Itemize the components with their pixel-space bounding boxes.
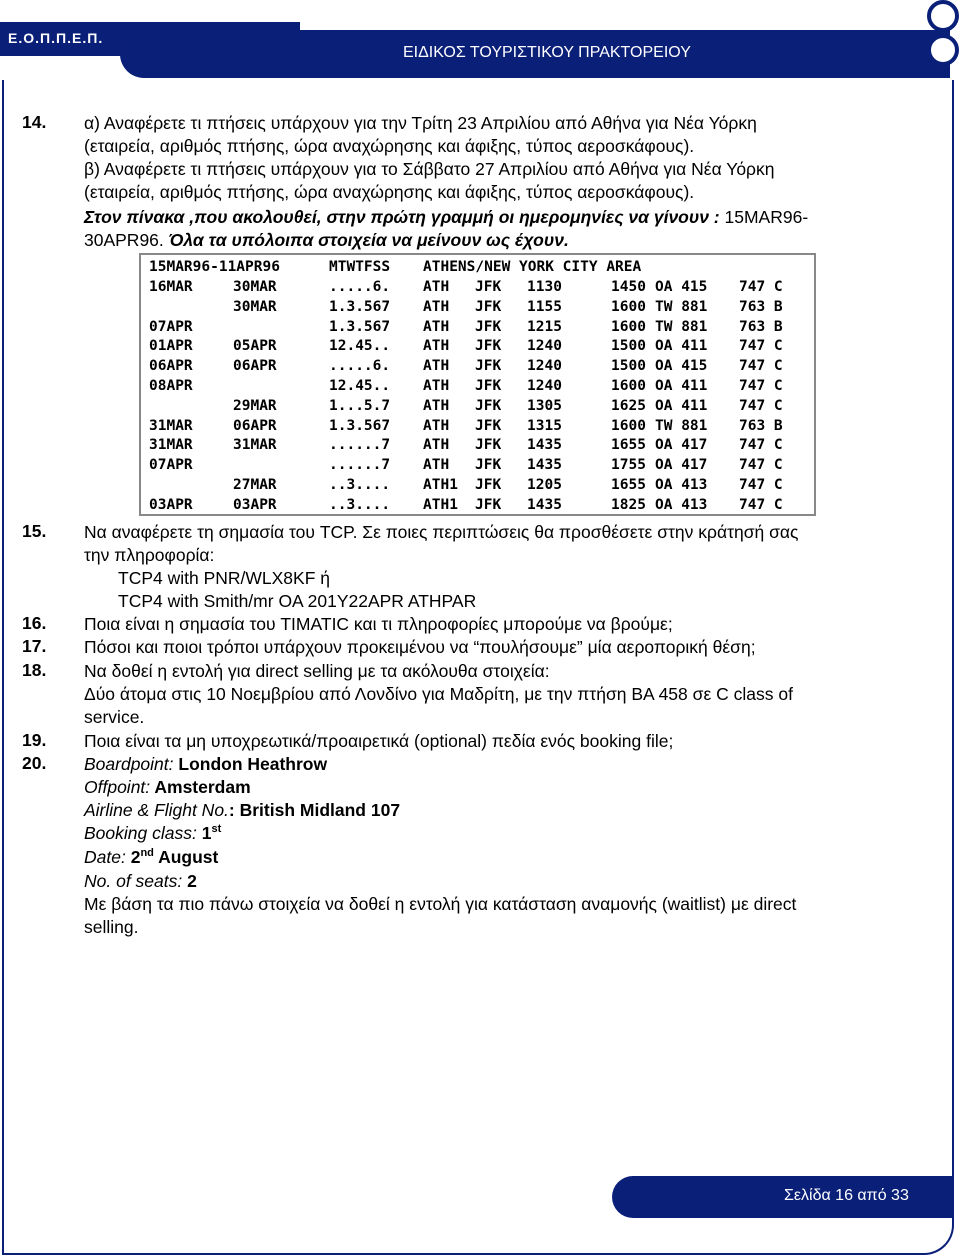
timetable-cell: ATH	[423, 457, 450, 474]
timetable-cell: JFK	[475, 457, 502, 474]
q20-boardpoint	[84, 753, 327, 776]
timetable-cell: 06APR	[233, 358, 277, 375]
timetable-cell: 1825	[611, 496, 646, 513]
timetable-cell: 747 C	[739, 457, 783, 474]
timetable-header-cell: 15MAR96-11APR96	[149, 259, 280, 275]
header-ornament	[927, 0, 959, 32]
timetable-cell: 07APR	[149, 457, 193, 474]
timetable-cell: 03APR	[233, 496, 277, 513]
q20-class-label: Booking class:	[84, 823, 197, 843]
timetable-cell: ATH	[423, 378, 450, 394]
timetable-cell: 1.3.567	[329, 298, 391, 315]
q14-b-line2: (εταιρεία, αριθμός πτήσης, ώρα αναχώρησης και άφιξης, τύπος αεροσκάφους).	[84, 182, 695, 202]
timetable-cell: 763 B	[739, 298, 783, 315]
timetable-cell: ..3....	[329, 477, 391, 493]
timetable-cell: 1240	[527, 338, 562, 355]
q20-date-label: Date:	[84, 847, 126, 867]
timetable-cell: 747 C	[739, 358, 783, 375]
footer-bar	[612, 1176, 952, 1218]
timetable-cell: JFK	[475, 477, 502, 493]
timetable-cell: 30MAR	[233, 298, 277, 315]
timetable-cell: 1655	[611, 477, 646, 493]
timetable-cell: 1240	[527, 358, 562, 375]
timetable-cell: OA 413	[655, 496, 708, 513]
header-ornament-lower	[927, 34, 959, 66]
timetable-cell: 1655	[611, 437, 646, 454]
timetable-cell: 1155	[527, 298, 562, 315]
q14-note2-plain: 30APR96.	[84, 230, 169, 250]
timetable-cell: ATH1	[423, 496, 458, 513]
timetable-cell: JFK	[475, 437, 502, 454]
page-number: Σελίδα 16 από 33	[784, 1187, 909, 1204]
q20-date-value: 2	[125, 847, 141, 867]
flight-timetable	[139, 253, 816, 516]
timetable-cell: 747 C	[739, 477, 783, 493]
q18-number: 18.	[22, 660, 47, 680]
q20-boardpoint-label: Boardpoint:	[84, 754, 174, 774]
timetable-cell: 1500	[611, 358, 646, 375]
q14-number: 14.	[22, 112, 47, 132]
q20-date	[84, 846, 218, 869]
timetable-cell: ATH1	[423, 477, 458, 493]
timetable-cell: 1600	[611, 318, 646, 335]
timetable-cell: OA 411	[655, 397, 708, 414]
q20-class-sup: st	[211, 823, 222, 836]
q15-line4: TCP4 with Smith/mr OA 201Y22APR ATHPAR	[118, 591, 477, 611]
q20-seats-label: No. of seats:	[84, 871, 183, 891]
timetable-cell: 1500	[611, 338, 646, 355]
q20-offpoint-label: Offpoint:	[84, 777, 151, 797]
timetable-cell: 1240	[527, 378, 562, 394]
timetable-cell: 1130	[527, 279, 562, 295]
timetable-cell: 30MAR	[233, 279, 277, 295]
q18-line2: Δύο άτομα στις 10 Νοεμβρίου από Λονδίνο για Μαδρίτη, με την πτήση BA 458 σε C class of	[84, 684, 793, 704]
timetable-cell: JFK	[475, 496, 502, 513]
q20-date-month: August	[153, 847, 219, 867]
q18-line1: Να δοθεί η εντολή για direct selling με τα ακόλουθα στοιχεία:	[84, 661, 550, 681]
q20-number: 20.	[22, 753, 47, 773]
q20-class-value: 1	[196, 823, 212, 843]
timetable-cell: 1600	[611, 417, 646, 434]
q18-line3: service.	[84, 707, 145, 727]
timetable-cell: 1...5.7	[329, 397, 391, 414]
header-org: Ε.Ο.Π.Π.Ε.Π.	[8, 30, 104, 46]
q15-line3: TCP4 with PNR/WLX8KF ή	[118, 568, 330, 588]
timetable-cell: 763 B	[739, 318, 783, 335]
timetable-cell: 747 C	[739, 338, 783, 355]
timetable-cell: JFK	[475, 358, 502, 375]
timetable-cell: TW 881	[655, 318, 708, 335]
timetable-cell: 1435	[527, 437, 562, 454]
header-title: ΕΙΔΙΚΟΣ ΤΟΥΡΙΣΤΙΚΟΥ ΠΡΑΚΤΟΡΕΙΟΥ	[403, 44, 691, 61]
timetable-cell: 08APR	[149, 378, 193, 394]
q14-b-line1: β) Αναφέρετε τι πτήσεις υπάρχουν για το Σάββατο 27 Απριλίου από Αθήνα για Νέα Υόρκη	[84, 159, 775, 179]
q17-number: 17.	[22, 636, 47, 656]
timetable-cell: ATH	[423, 298, 450, 315]
q19-text: Ποια είναι τα μη υποχρεωτικά/προαιρετικά (optional) πεδία ενός booking file;	[84, 731, 674, 751]
timetable-cell: 31MAR	[149, 417, 193, 434]
q14-note1-plain: 15MAR96-	[719, 207, 809, 227]
q14-note-line1	[84, 206, 808, 229]
q15-line2: την πληροφορία:	[84, 545, 215, 565]
timetable-cell: ATH	[423, 397, 450, 414]
timetable-cell: JFK	[475, 378, 502, 394]
q20-offpoint-value: Amsterdam	[150, 777, 251, 797]
timetable-cell: ......7	[329, 437, 391, 454]
timetable-cell: 06APR	[233, 417, 277, 434]
timetable-cell: 03APR	[149, 496, 193, 513]
timetable-cell: 1.3.567	[329, 417, 391, 434]
q20-final-line1: Με βάση τα πιο πάνω στοιχεία να δοθεί η εντολή για κατάσταση αναμονής (waitlist) με direct	[84, 894, 797, 914]
timetable-cell: 31MAR	[233, 437, 277, 454]
q15-number: 15.	[22, 521, 47, 541]
timetable-cell: ATH	[423, 318, 450, 335]
timetable-cell: 1435	[527, 457, 562, 474]
q20-seats-value: 2	[182, 871, 197, 891]
q20-final-line2: selling.	[84, 917, 139, 937]
timetable-cell: 12.45..	[329, 378, 391, 394]
q19-number: 19.	[22, 730, 47, 750]
timetable-cell: ATH	[423, 338, 450, 355]
q14-note1-em: Στον πίνακα ,που ακολουθεί, στην πρώτη γραμμή οι ημερομηνίες να γίνουν :	[84, 207, 720, 227]
timetable-cell: OA 415	[655, 279, 708, 295]
timetable-cell: ......7	[329, 457, 391, 474]
q20-airline-label: Airline & Flight No.	[84, 800, 229, 820]
timetable-cell: 747 C	[739, 437, 783, 454]
timetable-cell: 1600	[611, 378, 646, 394]
timetable-cell: 05APR	[233, 338, 277, 355]
q14-a-line1: α) Αναφέρετε τι πτήσεις υπάρχουν για την Τρίτη 23 Απριλίου από Αθήνα για Νέα Υόρκη	[84, 113, 757, 133]
q14-a-line2: (εταιρεία, αριθμός πτήσης, ώρα αναχώρησης και άφιξης, τύπος αεροσκάφους).	[84, 136, 695, 156]
timetable-cell: 1600	[611, 298, 646, 315]
timetable-cell: 1625	[611, 397, 646, 414]
timetable-cell: 1755	[611, 457, 646, 474]
q16-number: 16.	[22, 613, 47, 633]
timetable-cell: 747 C	[739, 279, 783, 295]
timetable-cell: JFK	[475, 318, 502, 335]
timetable-cell: 29MAR	[233, 397, 277, 414]
q20-date-sup: nd	[140, 847, 154, 860]
timetable-cell: ATH	[423, 417, 450, 434]
timetable-cell: OA 411	[655, 338, 708, 355]
q14-note-line2	[84, 229, 569, 252]
timetable-cell: 31MAR	[149, 437, 193, 454]
timetable-header-cell: MTWTFSS	[329, 259, 391, 275]
timetable-cell: 06APR	[149, 358, 193, 375]
timetable-header-cell: ATHENS/NEW YORK CITY AREA	[423, 259, 642, 275]
timetable-cell: .....6.	[329, 279, 391, 295]
timetable-cell: 07APR	[149, 318, 193, 335]
timetable-cell: ..3....	[329, 496, 391, 513]
timetable-cell: JFK	[475, 397, 502, 414]
timetable-cell: JFK	[475, 417, 502, 434]
timetable-cell: JFK	[475, 338, 502, 355]
timetable-cell: ATH	[423, 437, 450, 454]
timetable-cell: JFK	[475, 279, 502, 295]
q16-text: Ποια είναι η σημασία του TIMATIC και τι πληροφορίες μπορούμε να βρούμε;	[84, 614, 673, 634]
timetable-cell: 747 C	[739, 397, 783, 414]
timetable-cell: 16MAR	[149, 279, 193, 295]
q20-offpoint	[84, 776, 251, 799]
timetable-cell: 747 C	[739, 496, 783, 513]
timetable-cell: OA 411	[655, 378, 708, 394]
q20-airline	[84, 799, 400, 822]
header-title-bar	[120, 30, 950, 78]
timetable-cell: 1305	[527, 397, 562, 414]
timetable-cell: 1205	[527, 477, 562, 493]
timetable-cell: 763 B	[739, 417, 783, 434]
timetable-cell: 27MAR	[233, 477, 277, 493]
q20-boardpoint-value: London Heathrow	[173, 754, 328, 774]
q20-seats	[84, 870, 197, 893]
timetable-cell: 747 C	[739, 378, 783, 394]
timetable-cell: OA 417	[655, 437, 708, 454]
timetable-cell: 1.3.567	[329, 318, 391, 335]
q15-line1: Να αναφέρετε τη σημασία του TCP. Σε ποιες περιπτώσεις θα προσθέσετε στην κράτησή σας	[84, 522, 799, 542]
timetable-cell: OA 417	[655, 457, 708, 474]
q20-booking-class	[84, 822, 221, 845]
timetable-cell: ATH	[423, 358, 450, 375]
timetable-cell: 1450	[611, 279, 646, 295]
q20-airline-value: : British Midland 107	[228, 800, 401, 820]
timetable-cell: TW 881	[655, 298, 708, 315]
timetable-cell: 12.45..	[329, 338, 391, 355]
timetable-cell: 01APR	[149, 338, 193, 355]
timetable-cell: 1435	[527, 496, 562, 513]
timetable-cell: OA 413	[655, 477, 708, 493]
q17-text: Πόσοι και ποιοι τρόποι υπάρχουν προκειμένου να “πουλήσουμε” μία αεροπορική θέση;	[84, 637, 756, 657]
timetable-cell: OA 415	[655, 358, 708, 375]
q14-note2-em: Όλα τα υπόλοιπα στοιχεία να μείνουν ως έχουν.	[168, 230, 569, 250]
timetable-cell: ATH	[423, 279, 450, 295]
timetable-cell: 1315	[527, 417, 562, 434]
timetable-cell: .....6.	[329, 358, 391, 375]
timetable-cell: TW 881	[655, 417, 708, 434]
timetable-cell: JFK	[475, 298, 502, 315]
timetable-cell: 1215	[527, 318, 562, 335]
